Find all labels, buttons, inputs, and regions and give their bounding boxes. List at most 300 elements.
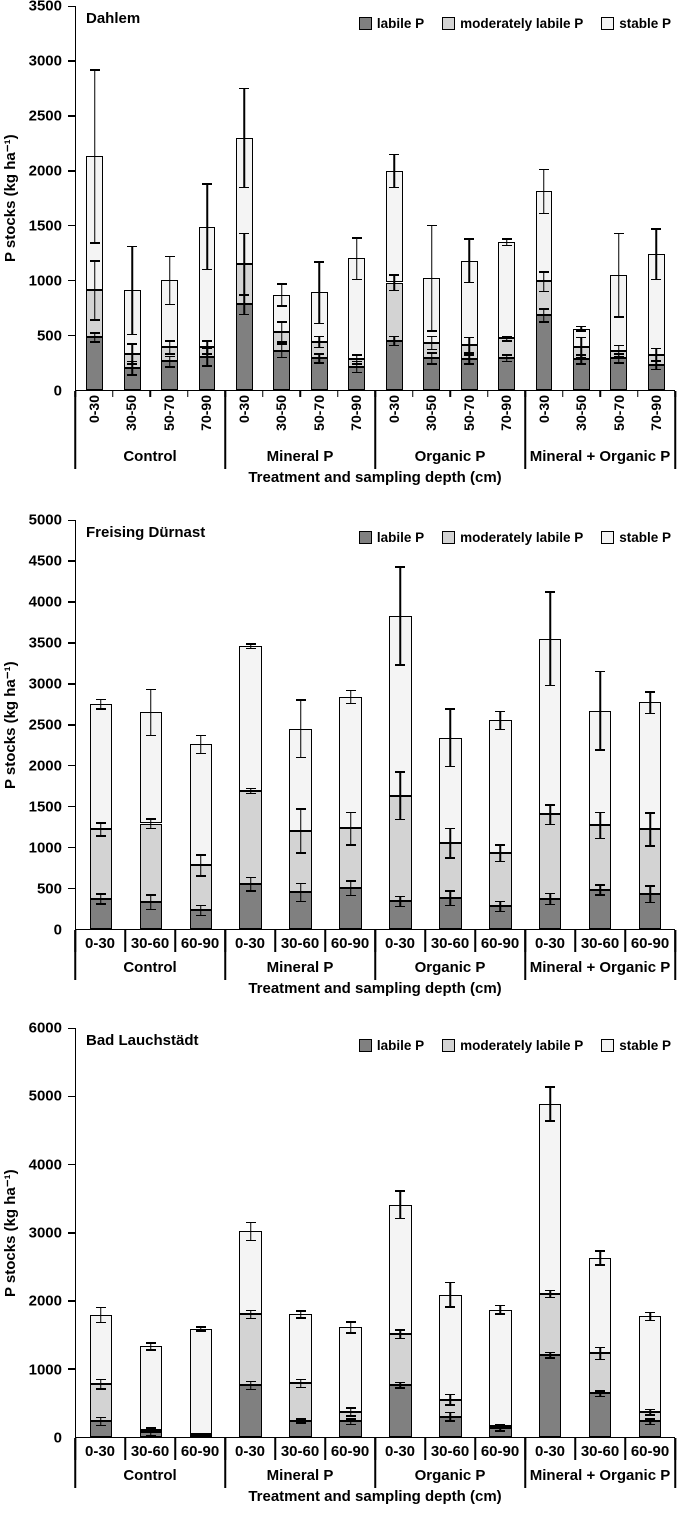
error-bar-cap: [239, 187, 249, 189]
error-bar-cap: [352, 372, 362, 374]
error-bar-cap: [389, 345, 399, 347]
error-bar-cap: [165, 340, 175, 342]
x-tick-label: 70-90: [198, 395, 215, 431]
error-bar: [169, 356, 171, 367]
error-bar-cap: [146, 909, 156, 911]
error-bar-cap: [314, 323, 324, 325]
x-tick-label: 30-60: [430, 1443, 470, 1460]
moderately-labile-segment: [386, 283, 403, 341]
y-tick-label: 5000: [28, 1087, 62, 1105]
error-bar-cap: [296, 883, 306, 885]
group-label: Mineral + Organic P: [529, 959, 671, 976]
error-bar-cap: [196, 875, 206, 877]
category-tick: [624, 1438, 626, 1460]
x-tick-label: 60-90: [630, 1443, 670, 1460]
error-bar-cap: [277, 357, 287, 359]
error-bar-cap: [165, 356, 175, 358]
error-bar-cap: [90, 242, 100, 244]
error-bar-cap: [445, 1394, 455, 1396]
error-bar: [319, 336, 321, 347]
error-bar-cap: [202, 269, 212, 271]
error-bar: [250, 1222, 252, 1240]
stable-segment: [489, 1310, 511, 1427]
error-bar-cap: [614, 233, 624, 235]
error-bar: [618, 345, 620, 356]
y-tick-label: 4000: [28, 1156, 62, 1174]
error-bar-cap: [576, 363, 586, 365]
error-bar-cap: [645, 1320, 655, 1322]
moderately-labile-segment: [239, 1314, 261, 1385]
error-bar-cap: [464, 238, 474, 240]
bars-layer: [76, 6, 675, 390]
category-tick: [524, 391, 526, 397]
x-axis-title: Treatment and sampling depth (cm): [248, 980, 502, 997]
error-bar: [450, 1394, 452, 1405]
x-tick-label: 50-70: [610, 395, 627, 431]
x-tick-label: 30-60: [430, 935, 470, 952]
y-tick-mark: [68, 1368, 76, 1370]
category-tick: [112, 391, 114, 397]
error-bar-cap: [90, 332, 100, 334]
error-bar-cap: [395, 1387, 405, 1389]
group-labels: [75, 1464, 675, 1488]
moderately-labile-segment: [90, 829, 112, 899]
error-bar-cap: [427, 225, 437, 227]
error-bar-cap: [645, 885, 655, 887]
error-bar: [599, 812, 601, 838]
error-bar: [431, 353, 433, 364]
error-bar: [200, 735, 202, 753]
x-tick-label: 50-70: [160, 395, 177, 431]
error-bar-cap: [651, 228, 661, 230]
legend-label-labile: labile P: [376, 16, 425, 31]
error-bar-cap: [427, 336, 437, 338]
y-tick-label: 5000: [28, 511, 62, 529]
error-bar-cap: [502, 245, 512, 247]
error-bar: [549, 893, 551, 904]
error-bar-cap: [595, 1396, 605, 1398]
error-bar-cap: [346, 1418, 356, 1420]
legend-label-moderately-labile: moderately labile P: [460, 16, 584, 31]
error-bar: [450, 1282, 452, 1307]
error-bar-cap: [545, 1297, 555, 1299]
group-label: Control: [123, 448, 177, 465]
y-tick-label: 2000: [28, 757, 62, 775]
error-bar-cap: [296, 1418, 306, 1420]
error-bar-cap: [595, 812, 605, 814]
error-bar-cap: [445, 766, 455, 768]
error-bar-cap: [595, 894, 605, 896]
error-bar-cap: [96, 708, 106, 710]
error-bar-cap: [346, 1415, 356, 1417]
error-bar-cap: [389, 274, 399, 276]
error-bar-cap: [395, 664, 405, 666]
error-bar-cap: [389, 187, 399, 189]
category-tick: [374, 1438, 376, 1460]
x-tick-label: 70-90: [348, 395, 365, 431]
error-bar: [599, 671, 601, 750]
labile-segment: [86, 337, 103, 390]
error-bar: [549, 592, 551, 685]
error-bar: [206, 341, 208, 354]
error-bar-cap: [146, 1435, 156, 1437]
error-bar-cap: [127, 334, 137, 336]
moderately-labile-segment: [289, 1383, 311, 1420]
error-bar-cap: [96, 893, 106, 895]
y-tick-mark: [68, 888, 76, 890]
error-bar-cap: [545, 1357, 555, 1359]
chart-bad-lauchstaedt: [0, 1008, 685, 1516]
error-bar-cap: [96, 1388, 106, 1390]
category-tick: [474, 930, 476, 952]
error-bar-cap: [277, 321, 287, 323]
error-bar-cap: [246, 643, 256, 645]
moderately-labile-segment: [539, 1294, 561, 1355]
error-bar-cap: [314, 347, 324, 349]
error-bar-cap: [165, 366, 175, 368]
y-tick-mark: [68, 115, 76, 117]
error-bar: [244, 295, 246, 315]
stable-segment: [589, 1258, 611, 1353]
error-bar-cap: [495, 1424, 505, 1426]
y-tick-mark: [68, 724, 76, 726]
y-tick-label: 1500: [28, 217, 62, 235]
error-bar-cap: [314, 261, 324, 263]
error-bar-cap: [445, 1412, 455, 1414]
error-bar-cap: [539, 271, 549, 273]
error-bar-cap: [614, 316, 624, 318]
x-tick-label: 60-90: [330, 1443, 370, 1460]
category-tick: [224, 930, 226, 952]
error-bar-cap: [196, 753, 206, 755]
error-bar: [350, 1322, 352, 1333]
x-tick-label: 60-90: [630, 935, 670, 952]
error-bar: [100, 823, 102, 836]
error-bar: [169, 341, 171, 354]
error-bar: [319, 262, 321, 323]
error-bar-cap: [127, 246, 137, 248]
error-bar-cap: [246, 1310, 256, 1312]
legend-label-moderately-labile: moderately labile P: [460, 530, 584, 545]
error-bar-cap: [96, 822, 106, 824]
x-axis-title: Treatment and sampling depth (cm): [248, 1488, 502, 1505]
x-tick-label: 0-30: [234, 935, 266, 952]
error-bar-cap: [346, 880, 356, 882]
error-bar-cap: [445, 1404, 455, 1406]
error-bar-cap: [595, 671, 605, 673]
error-bar-cap: [545, 824, 555, 826]
error-bar-cap: [464, 352, 474, 354]
error-bar-cap: [395, 1218, 405, 1220]
x-axis-tick-labels: [75, 930, 675, 956]
category-tick: [124, 930, 126, 952]
error-bar-cap: [146, 818, 156, 820]
error-bar-cap: [502, 238, 512, 240]
error-bar-cap: [395, 566, 405, 568]
y-tick-label: 3500: [28, 0, 62, 15]
stable-segment: [140, 1346, 162, 1429]
error-bar-cap: [146, 828, 156, 830]
x-tick-label: 0-30: [235, 395, 252, 424]
y-tick-mark: [68, 806, 76, 808]
error-bar: [468, 239, 470, 283]
x-tick-label: 60-90: [180, 935, 220, 952]
error-bar-cap: [445, 905, 455, 907]
error-bar-cap: [352, 354, 362, 356]
y-tick-label: 3000: [28, 675, 62, 693]
y-tick-mark: [68, 520, 76, 522]
y-tick-label: 4000: [28, 593, 62, 611]
y-tick-mark: [68, 60, 76, 62]
stable-segment: [439, 1295, 461, 1400]
x-tick-label: 0-30: [385, 395, 402, 424]
group-label: Organic P: [414, 1467, 486, 1484]
plot-area: [75, 6, 675, 391]
error-bar-cap: [576, 337, 586, 339]
error-bar-cap: [445, 890, 455, 892]
error-bar: [400, 567, 402, 665]
error-bar-cap: [645, 713, 655, 715]
y-tick-mark: [68, 280, 76, 282]
error-bar: [549, 805, 551, 825]
labile-segment: [389, 1385, 411, 1437]
error-bar: [393, 154, 395, 187]
group-label: Mineral P: [266, 448, 334, 465]
error-bar-cap: [576, 330, 586, 332]
category-tick: [224, 1438, 226, 1460]
error-bar-cap: [296, 1379, 306, 1381]
error-bar: [244, 88, 246, 187]
stable-segment: [539, 1104, 561, 1294]
group-label: Control: [123, 1467, 177, 1484]
error-bar-cap: [502, 336, 512, 338]
error-bar-cap: [202, 353, 212, 355]
error-bar-cap: [502, 340, 512, 342]
error-bar-cap: [495, 1428, 505, 1430]
error-bar-cap: [427, 330, 437, 332]
group-label: Organic P: [414, 959, 486, 976]
stable-segment: [190, 744, 212, 865]
labile-segment: [589, 1393, 611, 1437]
error-bar: [206, 184, 208, 270]
error-bar-cap: [96, 1379, 106, 1381]
error-bar-cap: [296, 1310, 306, 1312]
category-tick: [424, 930, 426, 952]
error-bar-cap: [545, 1290, 555, 1292]
error-bar-cap: [296, 852, 306, 854]
category-tick: [74, 930, 76, 952]
error-bar-cap: [502, 354, 512, 356]
error-bar-cap: [395, 771, 405, 773]
error-bar-cap: [346, 895, 356, 897]
error-bar: [281, 322, 283, 342]
error-bar: [656, 348, 658, 361]
y-tick-mark: [68, 560, 76, 562]
error-bar-cap: [296, 699, 306, 701]
legend-label-labile: labile P: [376, 1038, 425, 1053]
x-tick-label: 0-30: [234, 1443, 266, 1460]
error-bar-cap: [202, 340, 212, 342]
error-bar-cap: [196, 915, 206, 917]
y-tick-label: 0: [53, 921, 62, 939]
stable-segment: [239, 1231, 261, 1314]
x-tick-label: 50-70: [460, 395, 477, 431]
error-bar-cap: [395, 1338, 405, 1340]
error-bar-cap: [545, 591, 555, 593]
category-tick: [174, 930, 176, 952]
error-bar: [300, 883, 302, 901]
category-tick: [374, 930, 376, 952]
stable-segment: [239, 646, 261, 791]
error-bar-cap: [651, 348, 661, 350]
error-bar: [300, 809, 302, 853]
error-bar: [393, 275, 395, 290]
x-tick-label: 0-30: [84, 1443, 116, 1460]
error-bar-cap: [445, 708, 455, 710]
moderately-labile-segment: [539, 814, 561, 898]
labile-segment: [539, 1355, 561, 1437]
error-bar-cap: [196, 1433, 206, 1435]
error-bar: [549, 1087, 551, 1121]
category-tick: [449, 391, 451, 397]
error-bar-cap: [595, 1359, 605, 1361]
error-bar-cap: [90, 341, 100, 343]
error-bar-cap: [645, 1418, 655, 1420]
error-bar: [300, 700, 302, 757]
error-bar: [450, 709, 452, 766]
error-bar: [500, 711, 502, 729]
error-bar: [431, 336, 433, 349]
group-label: Mineral + Organic P: [529, 1467, 671, 1484]
error-bar-cap: [502, 361, 512, 363]
error-bar-cap: [296, 757, 306, 759]
y-tick-mark: [68, 6, 76, 8]
error-bar-cap: [239, 88, 249, 90]
error-bar-cap: [146, 1342, 156, 1344]
category-tick: [637, 391, 639, 397]
error-bar-cap: [539, 169, 549, 171]
error-bar: [169, 256, 171, 304]
error-bar-cap: [90, 319, 100, 321]
legend-label-stable: stable P: [619, 1038, 671, 1053]
error-bar: [281, 284, 283, 306]
category-tick: [149, 391, 151, 397]
error-bar-cap: [595, 749, 605, 751]
error-bar-cap: [395, 819, 405, 821]
error-bar: [350, 881, 352, 896]
error-bar-cap: [395, 896, 405, 898]
x-tick-label: 30-60: [580, 935, 620, 952]
error-bar-cap: [595, 884, 605, 886]
error-bar-cap: [246, 1240, 256, 1242]
error-bar-cap: [346, 812, 356, 814]
x-tick-label: 0-30: [384, 1443, 416, 1460]
error-bar-cap: [352, 363, 362, 365]
stable-segment: [190, 1329, 212, 1435]
stable-segment: [639, 1316, 661, 1411]
error-bar-cap: [246, 1222, 256, 1224]
error-bar-cap: [96, 1322, 106, 1324]
y-tick-label: 1000: [28, 272, 62, 290]
error-bar-cap: [645, 1424, 655, 1426]
error-bar-cap: [246, 890, 256, 892]
category-tick: [487, 391, 489, 397]
y-tick-mark: [68, 225, 76, 227]
y-tick-label: 2000: [28, 1292, 62, 1310]
error-bar-cap: [146, 894, 156, 896]
x-tick-label: 70-90: [498, 395, 515, 431]
error-bar-cap: [495, 911, 505, 913]
labile-segment: [236, 304, 253, 390]
y-tick-label: 0: [53, 382, 62, 400]
error-bar-cap: [296, 808, 306, 810]
error-bar-cap: [165, 304, 175, 306]
error-bar-cap: [196, 905, 206, 907]
moderately-labile-segment: [239, 791, 261, 884]
error-bar: [244, 233, 246, 294]
error-bar-cap: [90, 260, 100, 262]
error-bar: [543, 272, 545, 292]
category-tick: [74, 1438, 76, 1460]
error-bar-cap: [645, 1414, 655, 1416]
error-bar-cap: [495, 711, 505, 713]
x-tick-label: 30-50: [573, 395, 590, 431]
error-bar: [150, 895, 152, 910]
y-tick-label: 0: [53, 1429, 62, 1447]
error-bar: [200, 855, 202, 876]
x-tick-label: 60-90: [180, 1443, 220, 1460]
y-tick-label: 4500: [28, 552, 62, 570]
error-bar: [356, 238, 358, 280]
category-tick: [674, 391, 676, 397]
error-bar: [131, 344, 133, 364]
error-bar-cap: [246, 788, 256, 790]
error-bar: [100, 1308, 102, 1323]
error-bar: [450, 891, 452, 906]
stable-segment: [339, 1327, 361, 1412]
error-bar-cap: [165, 353, 175, 355]
error-bar-cap: [127, 374, 137, 376]
y-tick-label: 2000: [28, 162, 62, 180]
category-tick: [174, 1438, 176, 1460]
error-bar-cap: [196, 854, 206, 856]
error-bar-cap: [346, 844, 356, 846]
labile-segment: [239, 1385, 261, 1437]
error-bar: [500, 845, 502, 861]
error-bar-cap: [495, 1313, 505, 1315]
error-bar-cap: [395, 1329, 405, 1331]
error-bar-cap: [495, 729, 505, 731]
error-bar-cap: [576, 326, 586, 328]
error-bar-cap: [246, 877, 256, 879]
error-bar: [656, 229, 658, 279]
error-bar: [400, 1191, 402, 1218]
error-bar-cap: [296, 1387, 306, 1389]
y-tick-label: 1000: [28, 839, 62, 857]
x-tick-label: 60-90: [480, 1443, 520, 1460]
error-bar-cap: [352, 279, 362, 281]
group-label: Mineral P: [266, 959, 334, 976]
x-tick-label: 70-90: [648, 395, 665, 431]
error-bar-cap: [445, 1306, 455, 1308]
error-bar-cap: [464, 282, 474, 284]
y-tick-mark: [68, 642, 76, 644]
error-bar: [350, 812, 352, 845]
y-tick-label: 500: [36, 880, 62, 898]
category-tick: [374, 391, 376, 397]
error-bar-cap: [239, 294, 249, 296]
category-tick: [562, 391, 564, 397]
